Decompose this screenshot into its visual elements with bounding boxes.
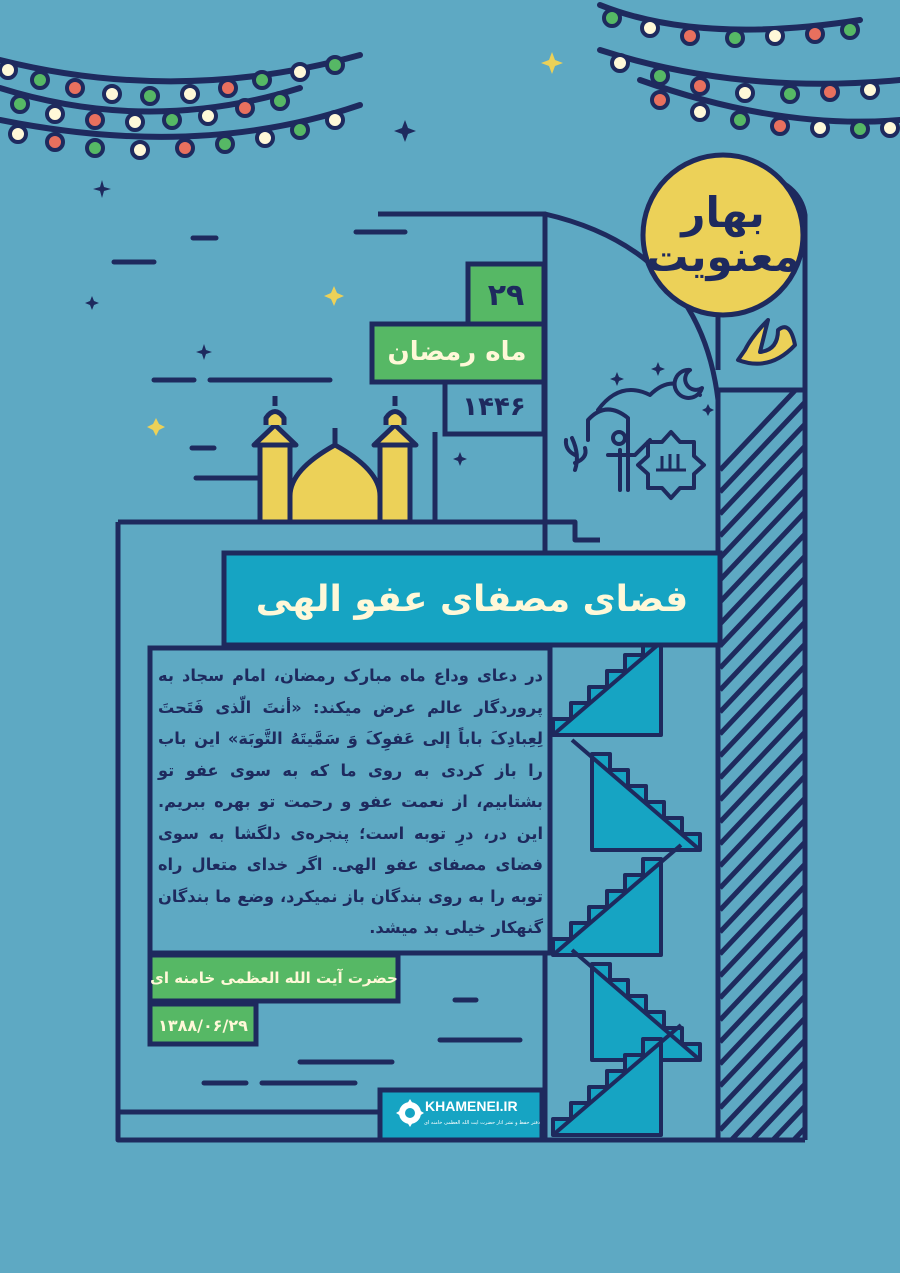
light-bulb <box>842 22 858 38</box>
light-bulb <box>767 28 783 44</box>
light-bulb <box>727 30 743 46</box>
light-bulb <box>292 64 308 80</box>
hatch-line <box>720 1238 805 1273</box>
light-bulb <box>12 96 28 112</box>
light-bulb <box>807 26 823 42</box>
light-bulb <box>220 80 236 96</box>
hatch-line <box>720 1216 805 1273</box>
light-bulb <box>237 100 253 116</box>
author-name: حضرت آیت الله العظمی خامنه ای <box>150 969 398 987</box>
light-bulb <box>642 20 658 36</box>
light-bulb <box>182 86 198 102</box>
light-bulb <box>852 121 868 137</box>
quote-text: در دعای وداع ماه مبارک رمضان، امام سجاد به پروردگار عالم عرض میکند: «أنتَ الّذی فَتَحتَ لِعِبادِکَ باباً إلی عَفوِکَ وَ سَمَّیتَهُ التَّوبَة» این باب را باز کردی به روی ما که به سوی عفو تو بشتابیم، از نعمت عفو و رحمت تو بهره ببریم. این در، درِ توبه است؛ پنجره‌ی دلگشا به سوی فضای مصفای عفو الهی. اگر خدای متعال راه توبه را به روی بندگان باز نمیکرد، وضع ما بندگان گنهکار خیلی بد میشد. <box>158 666 543 937</box>
light-bulb <box>87 140 103 156</box>
badge-title <box>648 160 798 310</box>
crescent-moon-icon <box>492 45 568 128</box>
light-bulb <box>132 142 148 158</box>
light-bulb <box>882 120 898 136</box>
light-bulb <box>127 114 143 130</box>
hatch-line <box>720 1194 805 1273</box>
light-bulb <box>292 122 308 138</box>
light-bulb <box>177 140 193 156</box>
light-bulb <box>812 120 828 136</box>
light-bulb <box>257 130 273 146</box>
page-title: فضای مصفای عفو الهی <box>255 578 689 620</box>
light-bulb <box>652 92 668 108</box>
light-bulb <box>272 93 288 109</box>
light-bulb <box>10 126 26 142</box>
badge-title-line2: معنویت <box>646 232 800 281</box>
mosque-icon <box>254 396 416 522</box>
light-bulb <box>692 78 708 94</box>
light-bulb <box>682 28 698 44</box>
light-bulb <box>692 104 708 120</box>
light-bulb <box>104 86 120 102</box>
light-bulb <box>47 106 63 122</box>
light-bulb <box>782 86 798 102</box>
badge-title-line1: بهار <box>681 187 765 237</box>
light-bulb <box>737 85 753 101</box>
light-bulb <box>327 112 343 128</box>
hatch-line <box>720 1150 805 1240</box>
light-bulb <box>862 82 878 98</box>
allah-medallion-icon <box>638 432 704 498</box>
light-bulb <box>200 108 216 124</box>
light-bulb <box>652 68 668 84</box>
light-bulb <box>604 10 620 26</box>
light-bulb <box>254 72 270 88</box>
light-bulb <box>142 88 158 104</box>
site-subtitle: دفتر حفظ و نشر آثار حضرت آیت الله العظمی خامنه ای <box>424 1120 540 1126</box>
light-bulb <box>327 57 343 73</box>
light-bulb <box>0 62 16 78</box>
light-bulb <box>32 72 48 88</box>
light-bulb <box>87 112 103 128</box>
site-name: KHAMENEI.IR <box>425 1098 518 1114</box>
light-bulb <box>612 55 628 71</box>
staircase <box>553 625 700 1135</box>
month-name: ماه رمضان <box>387 337 527 367</box>
light-bulb <box>822 84 838 100</box>
light-bulb <box>164 112 180 128</box>
light-bulb <box>217 136 233 152</box>
light-bulb <box>47 134 63 150</box>
speech-date: ۱۳۸۸/۰۶/۲۹ <box>158 1015 248 1035</box>
light-bulb <box>67 80 83 96</box>
hatch-line <box>720 1172 805 1262</box>
bird-icon <box>738 320 795 364</box>
light-bulb <box>732 112 748 128</box>
light-bulb <box>772 118 788 134</box>
day-number: ۲۹ <box>487 277 525 313</box>
year-number: ۱۴۴۶ <box>462 392 526 422</box>
